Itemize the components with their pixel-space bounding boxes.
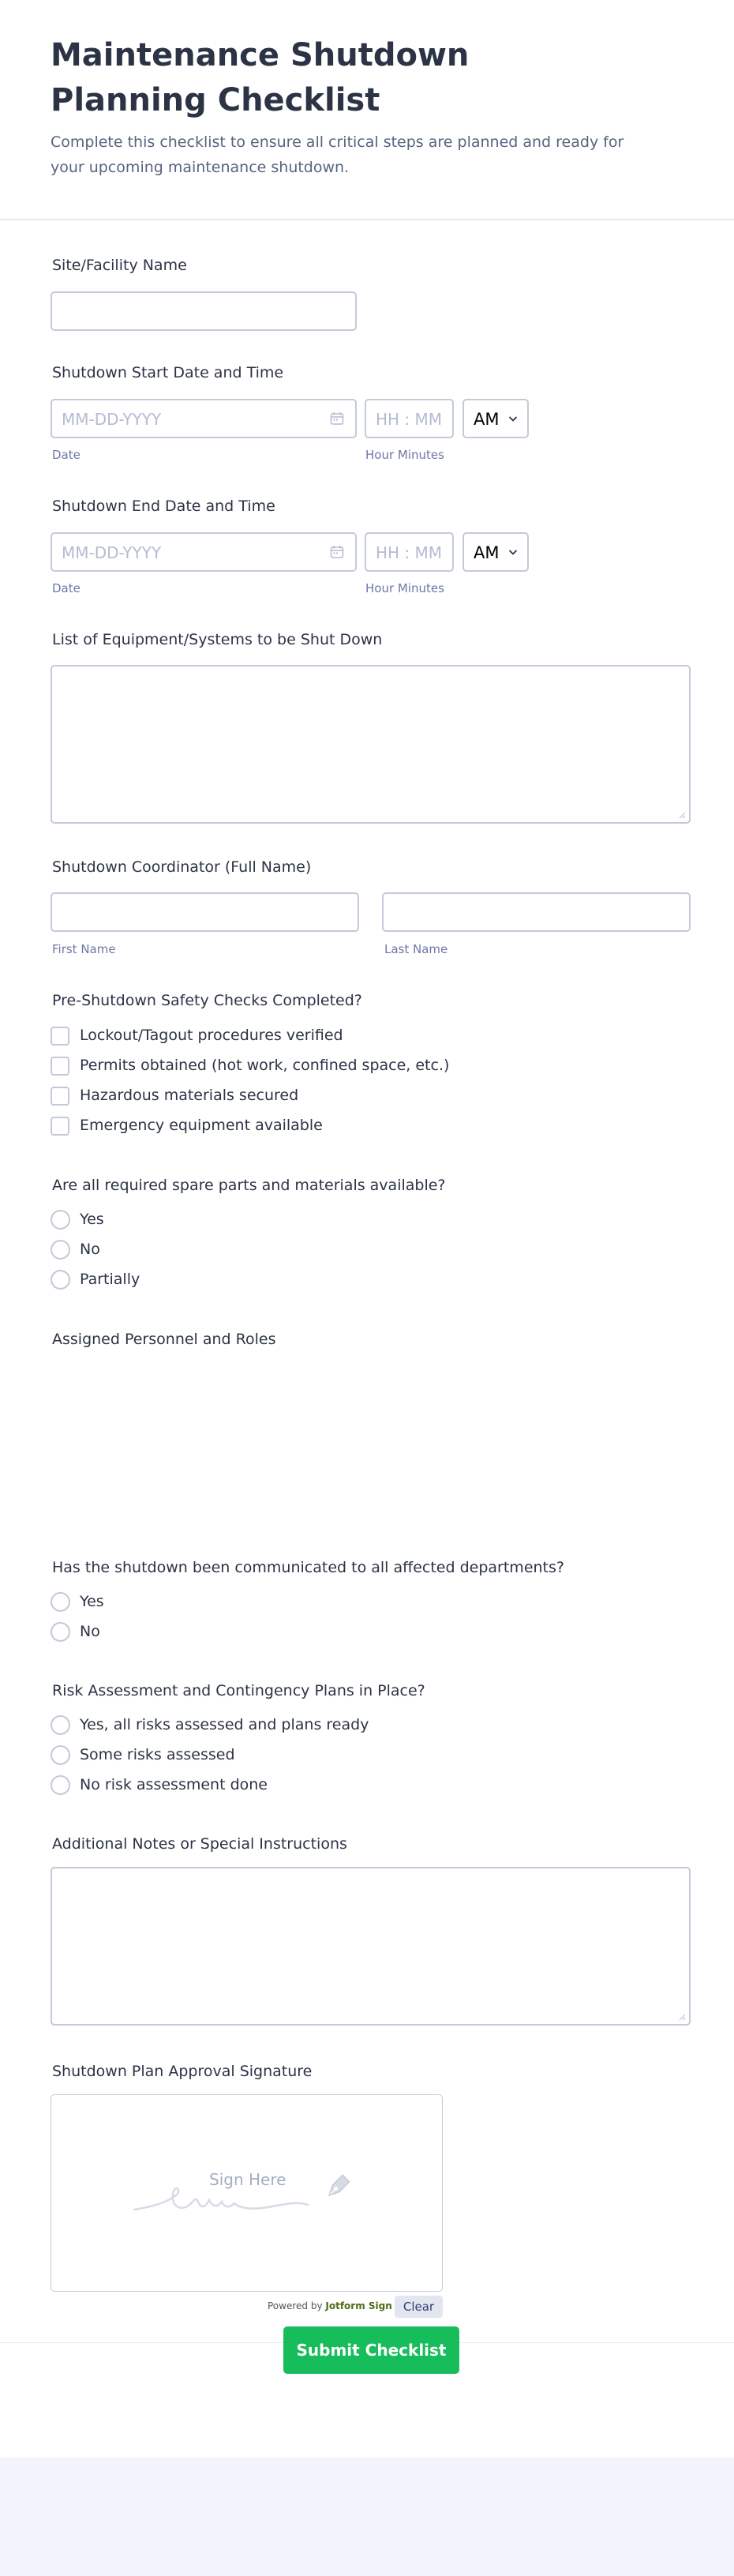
resize-handle-icon[interactable] bbox=[678, 811, 686, 819]
notes-textarea[interactable] bbox=[51, 1867, 691, 2026]
communicated-option-yes: Yes bbox=[80, 1593, 104, 1610]
risk-radio-none[interactable] bbox=[51, 1775, 70, 1795]
equipment-textarea[interactable] bbox=[51, 665, 691, 824]
notes-label: Additional Notes or Special Instructions bbox=[52, 1835, 347, 1853]
start-date-sublabel: Date bbox=[52, 448, 81, 462]
parts-radio-yes[interactable] bbox=[51, 1210, 70, 1230]
safety-option-lockout: Lockout/Tagout procedures verified bbox=[80, 1027, 343, 1044]
risk-radio-some[interactable] bbox=[51, 1745, 70, 1765]
chevron-down-icon bbox=[508, 415, 518, 422]
signature-placeholder: Sign Here bbox=[209, 2170, 286, 2189]
safety-label: Pre-Shutdown Safety Checks Completed? bbox=[52, 992, 362, 1009]
start-date-placeholder: MM-DD-YYYY bbox=[62, 410, 162, 429]
start-time-placeholder: HH : MM bbox=[376, 410, 443, 429]
powered-by-label: Powered by bbox=[268, 2300, 323, 2311]
chevron-down-icon bbox=[508, 549, 518, 556]
jotform-sign-brand: Jotform Sign bbox=[325, 2300, 392, 2311]
safety-checkbox-hazmat[interactable] bbox=[51, 1087, 69, 1106]
parts-option-yes: Yes bbox=[80, 1211, 104, 1228]
powered-by-text bbox=[268, 2300, 392, 2311]
calendar-icon[interactable] bbox=[330, 411, 344, 426]
communicated-radio-yes[interactable] bbox=[51, 1592, 70, 1612]
signature-label: Shutdown Plan Approval Signature bbox=[52, 2063, 313, 2080]
start-time-input[interactable] bbox=[365, 399, 454, 438]
start-label: Shutdown Start Date and Time bbox=[52, 364, 284, 381]
safety-checkbox-emergency[interactable] bbox=[51, 1117, 69, 1136]
safety-checkbox-lockout[interactable] bbox=[51, 1027, 69, 1046]
risk-option-none: No risk assessment done bbox=[80, 1776, 268, 1793]
last-name-input[interactable] bbox=[382, 892, 691, 932]
parts-label: Are all required spare parts and materials available? bbox=[52, 1177, 446, 1194]
risk-option-ready: Yes, all risks assessed and plans ready bbox=[80, 1716, 369, 1733]
risk-label: Risk Assessment and Contingency Plans in Place? bbox=[52, 1682, 425, 1699]
end-time-sublabel: Hour Minutes bbox=[365, 581, 444, 595]
parts-radio-no[interactable] bbox=[51, 1240, 70, 1260]
submit-button[interactable]: Submit Checklist bbox=[283, 2326, 459, 2374]
site-input[interactable] bbox=[51, 291, 357, 331]
end-ampm-select[interactable] bbox=[462, 532, 529, 572]
start-ampm-select[interactable] bbox=[462, 399, 529, 438]
safety-option-emergency: Emergency equipment available bbox=[80, 1117, 323, 1134]
first-name-sublabel: First Name bbox=[52, 942, 116, 956]
calendar-icon[interactable] bbox=[330, 545, 344, 559]
communicated-option-no: No bbox=[80, 1623, 100, 1640]
first-name-input[interactable] bbox=[51, 892, 359, 932]
page-title: Maintenance Shutdown Planning Checklist bbox=[51, 37, 470, 118]
page-subtitle: Complete this checklist to ensure all critical steps are planned and ready for your upcoming maintenance shutdown. bbox=[51, 133, 624, 176]
coordinator-label: Shutdown Coordinator (Full Name) bbox=[52, 858, 312, 876]
safety-option-hazmat: Hazardous materials secured bbox=[80, 1087, 299, 1104]
risk-option-some: Some risks assessed bbox=[80, 1746, 235, 1763]
end-time-input[interactable] bbox=[365, 532, 454, 572]
parts-option-partially: Partially bbox=[80, 1271, 140, 1288]
safety-option-permits: Permits obtained (hot work, confined space, etc.) bbox=[80, 1057, 450, 1074]
parts-option-no: No bbox=[80, 1241, 100, 1258]
risk-radio-ready[interactable] bbox=[51, 1715, 70, 1735]
header-divider bbox=[0, 219, 734, 220]
clear-signature-button[interactable]: Clear bbox=[395, 2296, 443, 2318]
end-date-input[interactable] bbox=[51, 532, 357, 572]
site-label: Site/Facility Name bbox=[52, 257, 187, 274]
equipment-label: List of Equipment/Systems to be Shut Down bbox=[52, 631, 383, 648]
start-ampm-value: AM bbox=[474, 410, 500, 429]
end-ampm-value: AM bbox=[474, 543, 500, 562]
start-time-sublabel: Hour Minutes bbox=[365, 448, 444, 462]
end-date-placeholder: MM-DD-YYYY bbox=[62, 543, 162, 562]
safety-checkbox-permits[interactable] bbox=[51, 1057, 69, 1076]
end-time-placeholder: HH : MM bbox=[376, 543, 443, 562]
start-date-input[interactable] bbox=[51, 399, 357, 438]
communicated-radio-no[interactable] bbox=[51, 1622, 70, 1642]
end-date-sublabel: Date bbox=[52, 581, 81, 595]
personnel-table-area bbox=[51, 1358, 691, 1540]
signature-pad[interactable] bbox=[51, 2094, 443, 2292]
resize-handle-icon[interactable] bbox=[678, 2013, 686, 2021]
personnel-label: Assigned Personnel and Roles bbox=[52, 1331, 276, 1348]
end-label: Shutdown End Date and Time bbox=[52, 498, 275, 515]
communicated-label: Has the shutdown been communicated to all affected departments? bbox=[52, 1559, 564, 1576]
last-name-sublabel: Last Name bbox=[384, 942, 448, 956]
pen-icon bbox=[320, 2170, 354, 2205]
parts-radio-partially[interactable] bbox=[51, 1270, 70, 1290]
